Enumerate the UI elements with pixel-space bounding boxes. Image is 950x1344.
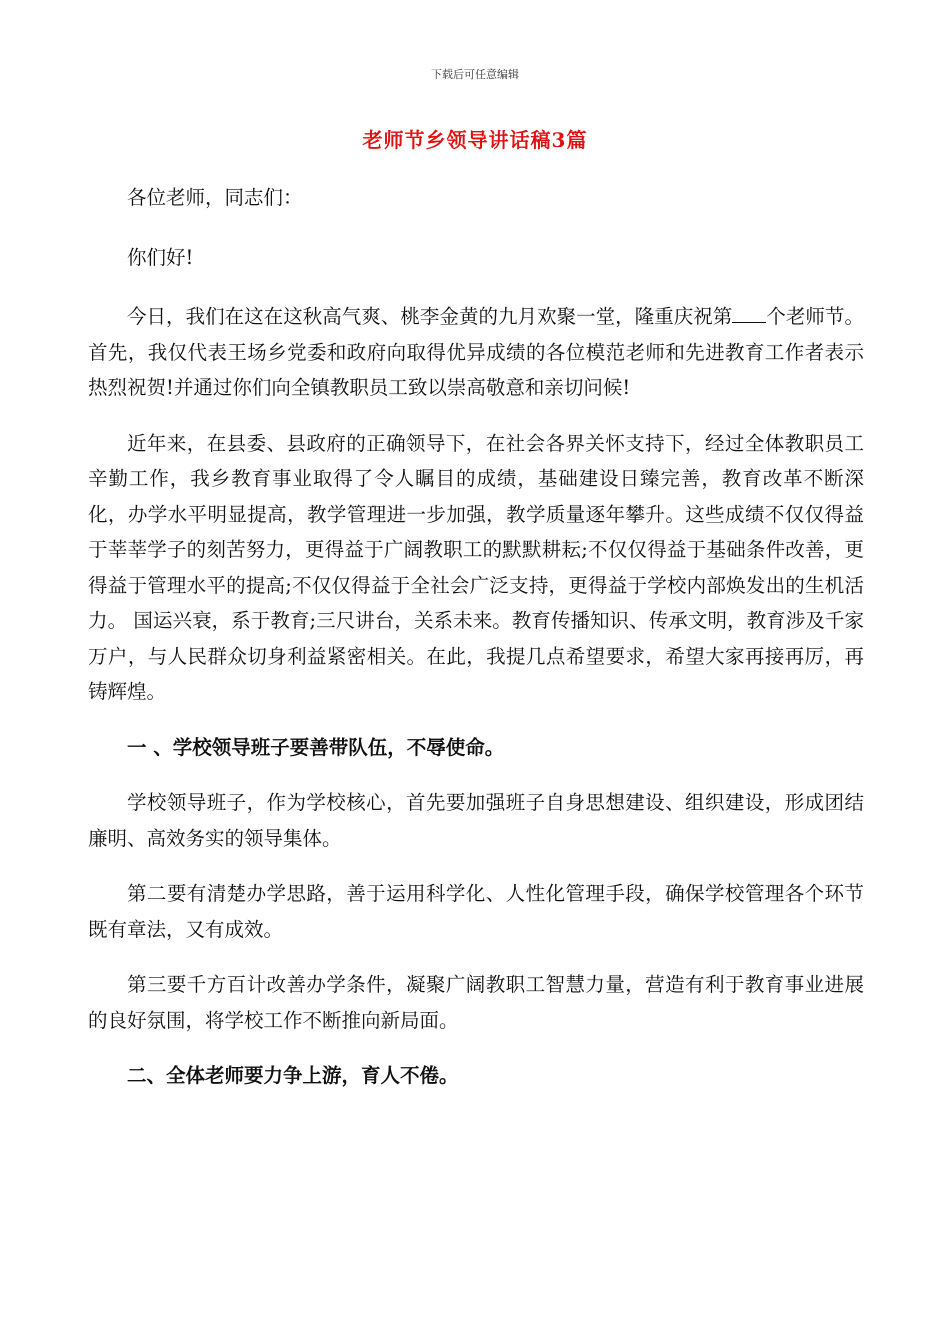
paragraph-4: 第二要有清楚办学思路，善于运用科学化、人性化管理手段，确保学校管理各个环节既有章法，又有成效。 <box>88 882 864 941</box>
header-note: 下载后可任意编辑 <box>431 68 519 81</box>
section-heading-1: 一 、学校领导班子要善带队伍，不辱使命。 <box>127 735 505 759</box>
paragraph-3: 学校领导班子，作为学校核心，首先要加强班子自身思想建设、组织建设，形成团结廉明、高效务实的领导集体。 <box>88 791 864 850</box>
paragraph-1 <box>88 299 864 406</box>
section-heading-2: 二、全体老师要力争上游，育人不倦。 <box>127 1064 459 1087</box>
paragraph-2: 近年来，在县委、县政府的正确领导下，在社会各界关怀支持下，经过全体教职员工辛勤工作，我乡教育事业取得了令人瞩目的成绩，基础建设日臻完善，教育改革不断深化，办学水平明显提高，教学管理进一步加强，教学质量逐年攀升。这些成绩不仅仅得益于莘莘学子的刻苦努力，更得益于广阔教职工的默默耕耘;不仅仅得益于基础条件改善，更得益于管理水平的提高;不仅仅得益于全社会广泛支持，更得益于学校内部焕发出的生机活力。 国运兴衰，系于教育;三尺讲台，关系未来。教育传播知识、传承文明，教育涉及千家万户，与人民群众切身利益紧密相关。在此，我提几点希望要求，希望大家再接再厉，再铸辉煌。 <box>88 431 864 703</box>
paragraph-1-end: 个老师节。首先，我仅代表王场乡党委和政府向取得优异成绩的各位模范老师和先进教育工作者表示热烈祝贺!并通过你们向全镇教职员工致以崇高敬意和亲切问候! <box>88 305 864 399</box>
salutation: 各位老师，同志们： <box>127 186 303 209</box>
paragraph-5: 第三要千方百计改善办学条件，凝聚广阔教职工智慧力量，营造有利于教育事业进展的良好氛围，将学校工作不断推向新局面。 <box>88 973 864 1032</box>
fill-in-blank <box>732 321 766 323</box>
greeting: 你们好! <box>127 245 194 269</box>
document-body <box>88 180 864 1114</box>
document-title: 老师节乡领导讲话稿3篇 <box>362 128 588 152</box>
paragraph-1-start: 今日，我们在这在这秋高气爽、桃李金黄的九月欢聚一堂，隆重庆祝第 <box>127 305 733 328</box>
